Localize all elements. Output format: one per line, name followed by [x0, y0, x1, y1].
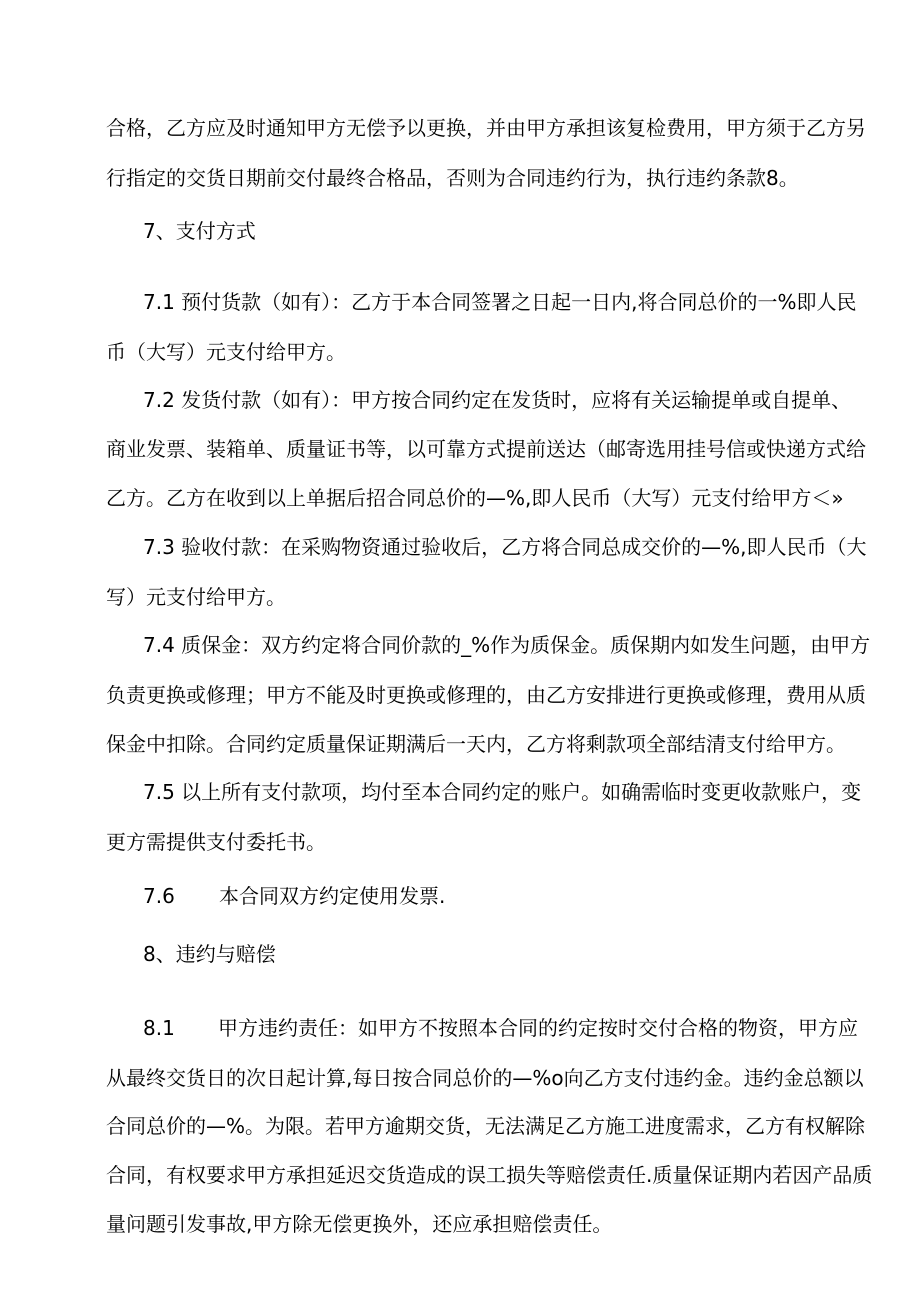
clause-7-3-line: 写）元支付给甲方。 [106, 585, 286, 609]
clause-7-3-line: 7.3 验收付款：在采购物资通过验收后，乙方将合同总成交价的—%,即人民币（大 [143, 535, 867, 559]
clause-7-4-line: 保金中扣除。合同约定质量保证期满后一天内，乙方将剩款项全部结清支付给甲方。 [106, 732, 846, 756]
paragraph-line: 合格，乙方应及时通知甲方无偿予以更换，并由甲方承担该复检费用，甲方须于乙方另 [106, 116, 866, 140]
clause-7-5-line: 7.5 以上所有支付款项，均付至本合同约定的账户。如确需临时变更收款账户，变 [143, 780, 862, 804]
clause-8-1-line: 合同，有权要求甲方承担延迟交货造成的误工损失等赔偿责任.质量保证期内若因产品质 [106, 1163, 873, 1187]
clause-7-1-line: 币（大写）元支付给甲方。 [106, 340, 346, 364]
clause-7-6-text: 本合同双方约定使用发票. [219, 884, 446, 908]
paragraph-line: 行指定的交货日期前交付最终合格品，否则为合同违约行为，执行违约条款8。 [106, 166, 799, 190]
clause-8-1-line: 甲方违约责任：如甲方不按照本合同的约定按时交付合格的物资，甲方应 [218, 1016, 858, 1040]
clause-7-1-line: 7.1 预付货款（如有）：乙方于本合同签署之日起一日内,将合同总价的一%即人民 [143, 290, 857, 314]
clause-8-1-line: 量问题引发事故,甲方除无偿更换外，还应承担赔偿责任。 [106, 1212, 613, 1236]
clause-7-2-line: 7.2 发货付款（如有）：甲方按合同约定在发货时，应将有关运输提单或自提单、 [143, 388, 852, 412]
clause-7-2-line: 商业发票、装箱单、质量证书等，以可靠方式提前送达（邮寄选用挂号信或快递方式给 [106, 437, 866, 461]
clause-7-4-line: 7.4 质保金：双方约定将合同价款的_%作为质保金。质保期内如发生问题，由甲方 [143, 633, 871, 657]
section-heading-breach: 8、违约与赔偿 [143, 942, 276, 966]
section-heading-payment: 7、支付方式 [143, 219, 256, 243]
clause-7-6-number: 7.6 [143, 884, 175, 908]
clause-8-1-line: 合同总价的—%。为限。若甲方逾期交货，无法满足乙方施工进度需求，乙方有权解除 [106, 1114, 866, 1138]
clause-8-1-line: 从最终交货日的次日起计算,每日按合同总价的—%o向乙方支付违约金。违约金总额以 [106, 1066, 864, 1090]
clause-7-2-line: 乙方。乙方在收到以上单据后招合同总价的—%,即人民币（大写）元支付给甲方＜» [106, 486, 844, 510]
clause-7-5-line: 更方需提供支付委托书。 [106, 830, 326, 854]
clause-7-4-line: 负责更换或修理；甲方不能及时更换或修理的，由乙方安排进行更换或修理，费用从质 [106, 683, 866, 707]
clause-8-1-number: 8.1 [143, 1016, 175, 1040]
